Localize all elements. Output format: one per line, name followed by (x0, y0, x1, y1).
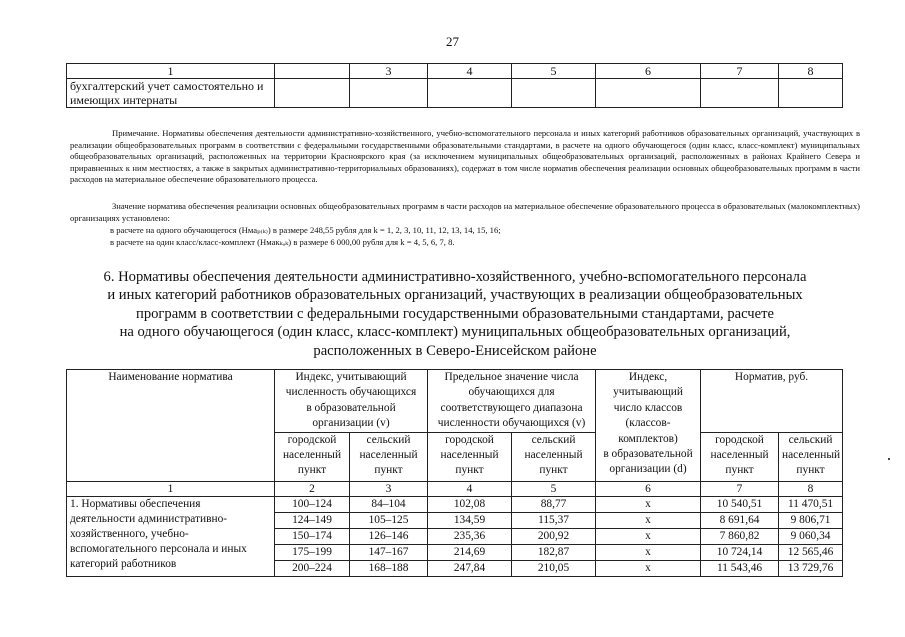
table-cell: 124–149 (275, 512, 350, 528)
table-cell: 7 860,82 (701, 528, 779, 544)
table-cell (701, 79, 779, 108)
table-cell: 247,84 (428, 560, 512, 576)
table-cell: 150–174 (275, 528, 350, 544)
table-cell: 175–199 (275, 544, 350, 560)
header-norm-name: Наименование норматива (67, 370, 275, 482)
table-cell: 105–125 (350, 512, 428, 528)
row-label-line: бухгалтерский учет самостоятельно и (70, 79, 264, 93)
note-line-per-student: в расчете на одного обучающегося (Нмаₚ₍ₖ₎) в размере 248,55 рубля для k = 1, 2, 3, 10, 11, 12, 13, 14, 15, 16; (110, 225, 501, 235)
column-number: 8 (779, 481, 843, 496)
table-cell: 13 729,76 (779, 560, 843, 576)
table-cell (350, 79, 428, 108)
subheader-urban: городской населенный пункт (428, 432, 512, 481)
column-number: 6 (596, 481, 701, 496)
norms-table (66, 369, 843, 577)
note-line-per-class: в расчете на один класс/класс-комплект (Нмакₖₐₖ) в размере 6 000,00 рубля для k = 4, 5, 6, 7, 8. (110, 237, 455, 247)
table-cell: x (596, 512, 701, 528)
column-number: 5 (512, 481, 596, 496)
table-cell (596, 79, 701, 108)
column-number: 3 (350, 481, 428, 496)
table-cell: 235,36 (428, 528, 512, 544)
page-number: 27 (446, 34, 459, 49)
table-cell: 9 806,71 (779, 512, 843, 528)
column-number: 1 (67, 481, 275, 496)
table-cell: 10 540,51 (701, 496, 779, 512)
table-cell: 147–167 (350, 544, 428, 560)
top-table-header-cell: 1 (67, 64, 275, 79)
norms-header-row (67, 370, 843, 433)
top-table-header-cell: 7 (701, 64, 779, 79)
top-table-header-cell: 5 (512, 64, 596, 79)
note-paragraph-1: Примечание. Нормативы обеспечения деятельности административно-хозяйственного, учебно-вспомогательного персонала и иных категорий работников образовательных организаций, участвующих в реализации общеобразовательных программ в соответствии с федеральными государственными образовательными стандартами, в расчете на одного обучающегося (один класс, класс-комплект) муниципальных общеобразовательных организаций, расположенных на территории Красноярского края (за исключением муниципальных общеобразовательных организаций, расположенных в районах Крайнего Севера и приравненных к ним местностях, а также в закрытых административно-территориальных образованиях), содержат в том числе норматив обеспечения реализации основных общеобразовательных программ в части расходов на материальное обеспечение образовательного процесса. (70, 128, 860, 185)
table-cell: 8 691,64 (701, 512, 779, 528)
table-cell (779, 79, 843, 108)
row-label-line: имеющих интернаты (70, 93, 178, 107)
header-student-index: Индекс, учитывающий численность обучающихся в образовательной организации (v) (275, 370, 428, 433)
note-paragraph-2: Значение норматива обеспечения реализации основных общеобразовательных программ в части расходов на материальное обеспечение образовательного процесса в образовательных (малокомплектных) организациях установлено: (70, 201, 860, 223)
column-number: 4 (428, 481, 512, 496)
table-cell: 115,37 (512, 512, 596, 528)
table-cell (275, 79, 350, 108)
column-number: 2 (275, 481, 350, 496)
table-cell: 9 060,34 (779, 528, 843, 544)
subheader-urban: городской населенный пункт (701, 432, 779, 481)
section-title-line: на одного обучающегося (один класс, класс-комплект) муниципальных общеобразовательных организаций, (119, 324, 791, 341)
table-cell: 84–104 (350, 496, 428, 512)
top-table-header-cell: 6 (596, 64, 701, 79)
top-table-row-label (67, 79, 275, 108)
scan-speck (888, 458, 890, 460)
table-cell: 134,59 (428, 512, 512, 528)
table-cell: 11 470,51 (779, 496, 843, 512)
table-cell: x (596, 560, 701, 576)
table-cell: x (596, 496, 701, 512)
table-cell: 12 565,46 (779, 544, 843, 560)
column-number-row (67, 481, 843, 496)
top-table-row (67, 79, 843, 108)
subheader-rural: сельский населенный пункт (350, 432, 428, 481)
section-title-line: программ в соответствии с федеральными государственными образовательными стандартами, расчете (136, 305, 774, 322)
table-cell: x (596, 544, 701, 560)
table-cell: x (596, 528, 701, 544)
top-table-header-cell: 3 (350, 64, 428, 79)
table-cell: 168–188 (350, 560, 428, 576)
section-title (70, 268, 840, 360)
table-cell: 200–224 (275, 560, 350, 576)
section-title-line: и иных категорий работников образовательных организаций, участвующих в реализации общеобразовательных (107, 287, 803, 304)
header-student-limit: Предельное значение числа обучающихся для соответствующего диапазона численности обучающихся (v) (428, 370, 596, 433)
column-number: 7 (701, 481, 779, 496)
top-table-header-cell: 4 (428, 64, 512, 79)
table-cell: 200,92 (512, 528, 596, 544)
table-cell: 11 543,46 (701, 560, 779, 576)
top-table-fragment (66, 63, 843, 108)
norm-name-cell: 1. Нормативы обеспечения деятельности административно- хозяйственного, учебно- вспомогательного персонала и иных категорий работников (67, 496, 275, 576)
table-cell: 214,69 (428, 544, 512, 560)
header-norm-rub: Норматив, руб. (701, 370, 843, 433)
subheader-rural: сельский населенный пункт (779, 432, 843, 481)
header-class-index: Индекс, учитывающий число классов (классов- комплектов) в образовательной организации (d) (596, 370, 701, 482)
table-cell: 102,08 (428, 496, 512, 512)
table-row (67, 496, 843, 512)
section-title-line: расположенных в Северо-Енисейском районе (313, 342, 597, 359)
top-table-header-row (67, 64, 843, 79)
table-cell: 88,77 (512, 496, 596, 512)
table-cell: 126–146 (350, 528, 428, 544)
top-table-header-cell: 8 (779, 64, 843, 79)
table-cell: 210,05 (512, 560, 596, 576)
top-table-header-cell (275, 64, 350, 79)
section-title-line: 6. Нормативы обеспечения деятельности административно-хозяйственного, учебно-вспомогательного персонала (103, 269, 807, 285)
table-cell: 182,87 (512, 544, 596, 560)
subheader-urban: городской населенный пункт (275, 432, 350, 481)
table-cell (428, 79, 512, 108)
table-cell: 100–124 (275, 496, 350, 512)
table-cell (512, 79, 596, 108)
subheader-rural: сельский населенный пункт (512, 432, 596, 481)
table-cell: 10 724,14 (701, 544, 779, 560)
